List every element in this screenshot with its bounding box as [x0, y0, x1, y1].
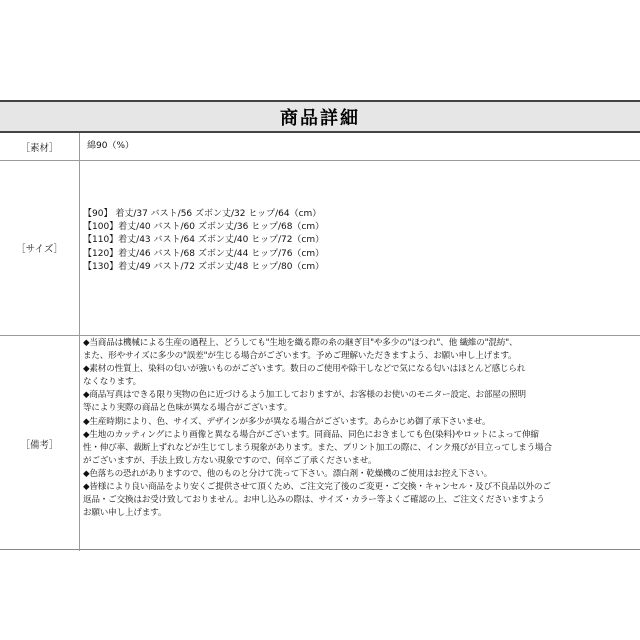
size-line-90: 【90】 着丈/37 バスト/56 ズボン丈/32 ヒップ/64（cm）	[83, 209, 322, 219]
notes-row	[0, 336, 640, 551]
product-details-table	[0, 100, 640, 550]
notes-line: また、形やサイズに多少の"誤差"が生じる場合がございます。予めご理解いただきますよう、お願い申し上げます。	[83, 351, 517, 362]
material-value: 綿90（%）	[87, 140, 135, 151]
notes-line: ◆皆様により良い商品をより安くご提供させて頂くため、ご注文完了後のご変更・ご交換・キャンセル・及び不良品以外のご	[83, 482, 551, 493]
notes-value	[80, 336, 640, 551]
notes-line: ◆当商品は機械による生産の過程上、どうしても"生地を織る際の糸の継ぎ目"や多少の"ほつれ"、他 繊維の"混紡"、	[83, 338, 518, 348]
size-line-130: 【130】着丈/49 バスト/72 ズボン丈/48 ヒップ/80（cm）	[83, 261, 325, 272]
notes-line: 等により実際の商品と色味が異なる場合がございます。	[83, 403, 293, 414]
notes-line: ◆生地のカッティングにより画像と異なる場合がございます。同商品、同色におきましても色(染料)やロットによって伸縮	[83, 429, 539, 440]
notes-line: がございますが、手法上致し方ない現象ですので、何卒ご了承くださいませ。	[83, 455, 377, 466]
size-line-120: 【120】着丈/46 バスト/68 ズボン丈/44 ヒップ/76（cm）	[83, 248, 325, 259]
notes-line: お願い申し上げます。	[83, 508, 167, 519]
material-row	[0, 133, 640, 161]
notes-line: ◆素材の性質上、染料の匂いが強いものがございます。数日のご使用や除干しなどで気になる匂いはほとんど感じられ	[83, 364, 526, 375]
notes-line: ◆色落ちの恐れがありますので、他のものと分けて洗って下さい。漂白剤・乾燥機のご使用はお控え下さい。	[83, 468, 493, 479]
notes-label: ［備考］	[0, 336, 80, 551]
material-label: ［素材］	[0, 133, 80, 160]
notes-line: 性・伸び率、裁断上ずれなどが生じてしまう現象があります。また、プリント加工の際に、インク飛びが目立ってしまう場合	[83, 442, 552, 453]
table-title: 商品詳細	[280, 107, 360, 129]
size-line-110: 【110】着丈/43 バスト/64 ズボン丈/40 ヒップ/72（cm）	[83, 235, 325, 246]
size-value	[80, 161, 640, 335]
table-header	[0, 102, 640, 133]
size-line-100: 【100】着丈/40 バスト/60 ズボン丈/36 ヒップ/68（cm）	[83, 222, 325, 233]
notes-line: なくなります。	[83, 377, 142, 388]
notes-line: ◆生産時期により、色、サイズ、デザインが多少が異なる場合がございます。あらかじめ御了承下さいませ。	[83, 416, 491, 427]
size-label: ［サイズ］	[0, 161, 80, 335]
size-row	[0, 161, 640, 336]
notes-line: 返品・ご交換はお受け致しておりません。お申し込みの際は、サイズ・カラー等よくご確認の上、ご注文くださいますよう	[83, 495, 545, 506]
notes-line: ◆商品写真はできる限り実物の色に近づけるよう加工しておりますが、お客様のお使いのモニター設定、お部屋の照明	[83, 390, 526, 401]
